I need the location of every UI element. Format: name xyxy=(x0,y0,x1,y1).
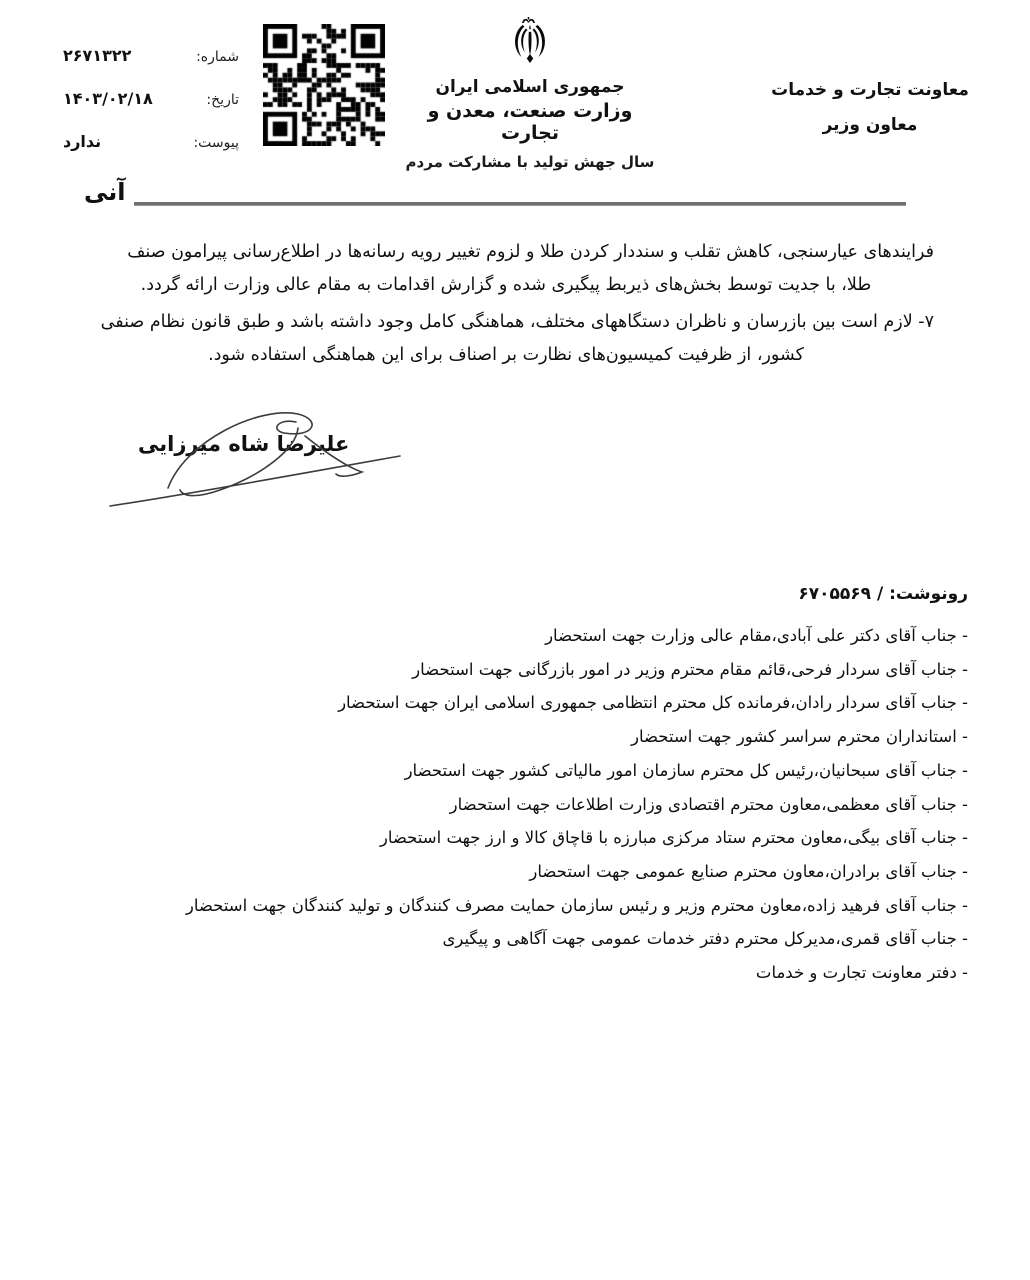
department-line1: معاونت تجارت و خدمات xyxy=(771,80,969,100)
cc-item: - جناب آقای قمری،مدیرکل محترم دفتر خدمات عمومی جهت آگاهی و پیگیری xyxy=(442,929,968,949)
cc-item: - استانداران محترم سراسر کشور جهت استحضار xyxy=(631,727,968,747)
letter-attachment-label: پیوست: xyxy=(193,135,239,151)
gov-title-line1: جمهوری اسلامی ایران xyxy=(435,77,625,97)
paragraph-line: فرایندهای عیارسنجی، کاهش تقلب و سنددار کردن طلا و لزوم تغییر رویه رسانه‌ها در اطلاع‌رسانی پیرامون صنف xyxy=(127,242,934,262)
letter-attachment-row xyxy=(63,132,239,175)
letter-date-value: ۱۴۰۳/۰۲/۱۸ xyxy=(63,89,153,108)
letterhead-center xyxy=(398,12,662,171)
paragraph-line: کشور، از ظرفیت کمیسیون‌های نظارت بر اصناف برای این هماهنگی استفاده شود. xyxy=(208,344,804,365)
letter-body xyxy=(78,236,934,371)
letter-date-row xyxy=(63,89,239,132)
qr-code-icon xyxy=(263,24,385,146)
cc-item: - جناب آقای معظمی،معاون محترم اقتصادی وزارت اطلاعات جهت استحضار xyxy=(449,794,968,814)
department-block xyxy=(742,80,998,135)
cc-item: - جناب آقای سردار فرحی،قائم مقام محترم وزیر در امور بازرگانی جهت استحضار xyxy=(412,659,968,679)
paragraph-line: طلا، با جدیت توسط بخش‌های ذیربط پیگیری شده و گزارش اقدامات به مقام عالی وزارت ارائه گردد. xyxy=(140,274,872,295)
cc-item: - جناب آقای بیگی،معاون محترم ستاد مرکزی مبارزه با قاچاق کالا و ارز جهت استحضار xyxy=(379,828,968,848)
letter-number-value: ۲۶۷۱۳۲۲ xyxy=(63,46,132,65)
signature-block xyxy=(100,398,420,518)
letter-attachment-value: ندارد xyxy=(63,132,102,151)
cc-item: - جناب آقای برادران،معاون محترم صنایع عمومی جهت استحضار xyxy=(529,861,968,881)
iran-emblem-icon xyxy=(504,12,556,74)
cc-item: - جناب آقای دکتر علی آبادی،مقام عالی وزارت جهت استحضار xyxy=(545,626,968,645)
letter-number-row xyxy=(63,46,239,89)
urgency-label: آنی xyxy=(84,178,126,206)
letter-number-label: شماره: xyxy=(196,49,239,65)
paragraph-line: ۷- لازم است بین بازرسان و ناظران دستگاههای مختلف، هماهنگی کامل وجود داشته باشد و طبق قانون نظام صنفی xyxy=(100,312,934,332)
cc-title: رونوشت: / ۶۷۰۵۵۶۹ xyxy=(798,584,968,604)
gov-title-line2: وزارت صنعت، معدن و تجارت xyxy=(427,100,633,144)
handwritten-signature-icon xyxy=(100,398,420,518)
letter-meta xyxy=(63,46,239,175)
year-slogan: سال جهش تولید با مشارکت مردم xyxy=(405,153,655,171)
signatory-name: علیرضا شاه میرزایی xyxy=(138,432,350,456)
header-divider xyxy=(134,202,906,206)
cc-item: - جناب آقای سبحانیان،رئیس کل محترم سازمان امور مالیاتی کشور جهت استحضار xyxy=(404,760,968,780)
cc-list xyxy=(88,619,968,990)
cc-item: - جناب آقای سردار رادان،فرمانده کل محترم انتظامی جمهوری اسلامی ایران جهت استحضار xyxy=(338,693,968,713)
cc-item: - جناب آقای فرهید زاده،معاون محترم وزیر و رئیس سازمان حمایت مصرف کنندگان و تولید کنندگان جهت استحضار xyxy=(185,895,968,915)
letter-date-label: تاریخ: xyxy=(206,92,239,108)
department-line2: معاون وزیر xyxy=(822,115,918,135)
cc-item: - دفتر معاونت تجارت و خدمات xyxy=(755,963,968,983)
